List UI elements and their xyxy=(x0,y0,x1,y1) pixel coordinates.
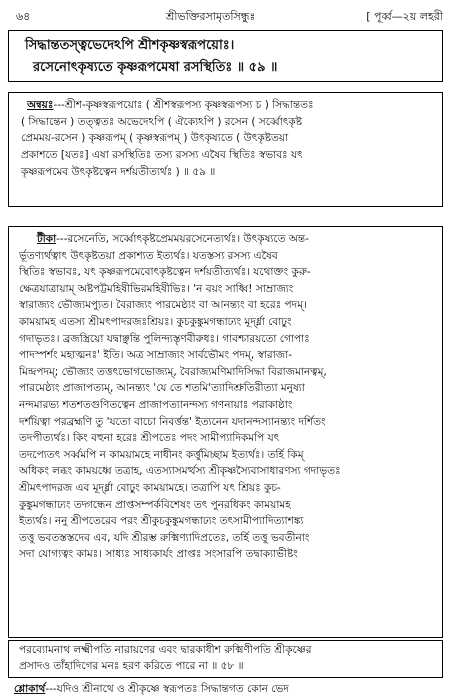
commentary-line: র্ভূতণ্যর্থত্বাৎ উৎকৃষ্টতয়া প্রকাশ্যত ইত্যর্থঃ। যতস্তস্য রসস্য এষৈব xyxy=(19,249,278,262)
commentary-line: সদা যোগ্যত্বং কামঃ। সাধ্যঃ সাধ্যকার্যং প্রাপ্তঃ সংসারপি তদ্বাক্যাভীষ্টং xyxy=(19,548,298,561)
commentary-line: মিন্দ্রপদম্; ভৌজ্যং তত্তৎভোগভোজ্যম্, বৈরাজ্যমণিমাদিসিদ্ধা বিরাজমানত্বম্, xyxy=(19,365,327,378)
commentary-line: পারমেষ্ঠ্যং প্রাজাপত্যম্, আনন্ত্যং 'যে তে শতমি'ত্যাদিশ্রুতিরীত্যা মনুষ্যা xyxy=(19,382,305,395)
commentary-line: শ্রীমৎপাদরজ এব মূর্দ্ধ্না বোঢ়ুং কাময়ামহে। তত্রাপি যৎ শ্রিয়ঃ কুচ- xyxy=(19,481,281,494)
section-label: [ পূর্ব্ব—২য় লহরী xyxy=(366,10,443,23)
commentary-box xyxy=(8,226,443,638)
anvaya-line: ( সিদ্ধান্তেন ) তত্ত্বতঃ অভেদেঽপি ( ঐক্যেঽপি ) রসেন ( সর্ব্বোৎকৃষ্ট xyxy=(21,115,302,128)
commentary-line: গদাভৃতঃ। ব্রজস্ত্রিয়ো যদ্বাঞ্ছন্তি পুলিন্দ্যস্তৃণবীরুধঃ। গাবশ্চারয়তো গোপাঃ xyxy=(19,332,310,345)
commentary-line: অধিকং লব্ধং কাময়ধ্বে তত্রাহ, এতস্যাসমর্ত্থস্য শ্রীকৃষ্ণস্যৈবাসাধারণস্য গদাভৃতঃ xyxy=(19,465,341,478)
commentary-line: দর্শয়িত্বা পরব্রহ্মণি তু 'যতো বাচো নিবর্ত্তন্ত' ইত্যনেন যদানন্দস্যানন্ত্যং দর্শিতং xyxy=(19,415,326,428)
commentary-line: তত্তু ভবতস্তস্তদেব এব, যদি শ্রীরম্ভ রুক্মিণ্যাদিপ্রতেঃ, তর্হি তত্তু ভবতীনাং xyxy=(19,531,310,544)
anvaya-line: প্রকাশতে [যতঃ] এষা রসস্থিতিঃ তস্য রসস্য এষৈব স্থিতিঃ স্বভাবঃ যৎ xyxy=(21,149,303,162)
verse-line: রসেনোৎকৃষ্যতে কৃষ্ণরূপমেষা রসস্থিতিঃ ॥ ৫৯ ॥ xyxy=(33,60,278,75)
anvaya-line: প্রেমময়-রসেন ) কৃষ্ণরূপম্ ( কৃষ্ণস্বরূপম্ ) উৎকৃষ্যতে ( উৎকৃষ্টতয়া xyxy=(21,132,289,145)
page-number: ৬৪ xyxy=(16,10,31,23)
commentary-label: টীকা xyxy=(37,233,57,245)
commentary-line: টীকা---রসেনেতি, সর্ব্বোৎকৃষ্টপ্রেমময়রসেনেত্যর্থঃ। উৎকৃষ্যতে অন্ত- xyxy=(37,233,309,245)
shlokartha-label: শ্লোকার্থ xyxy=(14,683,46,695)
commentary-line: ইত্যর্থঃ। ননু শ্রীপতেরেব পরং শ্রীকুচকুঙ্কুমগন্ধাঢ্যং তৎসামীপ্যাদিত্যাশঙ্ক্য xyxy=(19,515,304,528)
commentary-line: কুঙ্কুমগন্ধাঢ্যং তদ্গন্ধেন প্রাপ্তসম্পর্কবিশেষং তৎ পুনরধিকং কাময়ামহ xyxy=(19,498,291,511)
verse-line: সিদ্ধান্ততস্ত্বভেদেঽপি শ্রীশকৃষ্ণস্বরূপয়োঃ। xyxy=(25,38,235,53)
anvaya-line: কৃষ্ণরূপমেব উৎকৃষ্টত্বেন দর্শয়তীত্যর্থঃ ) ॥ ৫৯ ॥ xyxy=(21,165,216,178)
anvaya-label: অন্বয়ঃ xyxy=(27,99,54,111)
anvaya-line: অন্বয়ঃ---শ্রীশ-কৃষ্ণস্বরূপয়োঃ ( শ্রীশস্বরূপস্য কৃষ্ণস্বরূপস্য চ ) সিদ্ধান্ততঃ xyxy=(27,99,314,111)
verse-box xyxy=(8,30,443,82)
commentary-line: স্বারাজ্যং ভৌজ্যমপ্যুত। বৈরাজ্যং পারমেষ্ঠ্যং বা আনন্ত্যং বা হরেঃ পদম্। xyxy=(19,299,307,312)
commentary-line: স্থিতিঃ স্বভাবঃ, যৎ কৃষ্ণরূপমেবোৎকৃষ্টত্বেন দর্শয়তীত্যর্থঃ। যথোক্তং কুরু- xyxy=(19,266,311,279)
commentary-line: ক্ষেত্রযাত্রায়াম্ অষ্টপট্টমহিষীভিরমহিষীভিঃ। 'ন বয়ং সাধ্বি! সাম্রাজ্যং xyxy=(19,282,294,295)
translation-line: পরব্যোমনাথ লক্ষ্মীপতি নারায়ণের এবং দ্বারকাধীশ রুক্মিণীপতি শ্রীকৃষ্ণের xyxy=(19,644,312,656)
commentary-line: তদপীত্যর্থঃ। কিং বহুনা হরেঃ শ্রীপতেঃ পদং সামীপ্যাদিকমপি যৎ xyxy=(19,432,280,445)
running-title: শ্রীভক্তিরসামৃতসিন্ধুঃ xyxy=(166,10,256,23)
translation-box xyxy=(8,640,443,678)
commentary-line: নন্দমারভ্য শতশতগুণিতত্বেন প্রাজাপত্যানন্দস্য গণনায়াঃ পরাকাষ্ঠাং xyxy=(19,398,293,411)
translation-line: প্রসাদও তাঁহাদিগের মনঃ হরণ করিতে পারে না ॥ ৫৮ ॥ xyxy=(19,659,244,672)
commentary-line: কাময়ামহ এতস্য শ্রীমৎপাদরজঃশ্রিয়ঃ। কুচকুঙ্কুমগন্ধাঢ্যং মূর্দ্ধ্না বোঢ়ুং xyxy=(19,315,292,328)
anvaya-box xyxy=(8,92,443,207)
page-header xyxy=(16,8,443,26)
commentary-line: তদপ্যেতৎ সর্ব্বমপি ন কাময়ামহে নাধীনং কর্ত্তুমিচ্ছাম ইত্যর্থঃ। তর্হি কিম্ xyxy=(19,448,304,461)
commentary-line: পাদস্পর্শং মহাত্মনঃ' ইতি। অত্র সাম্রাজ্যং সার্বভৌমং পদম্, স্বারাজা- xyxy=(19,349,292,362)
shlokartha-line: শ্লোকার্থ---যদিও শ্রীনাথে ও শ্রীকৃষ্ণে স্বরূপতঃ সিদ্ধান্তগত কোন ভেদ xyxy=(14,683,289,695)
